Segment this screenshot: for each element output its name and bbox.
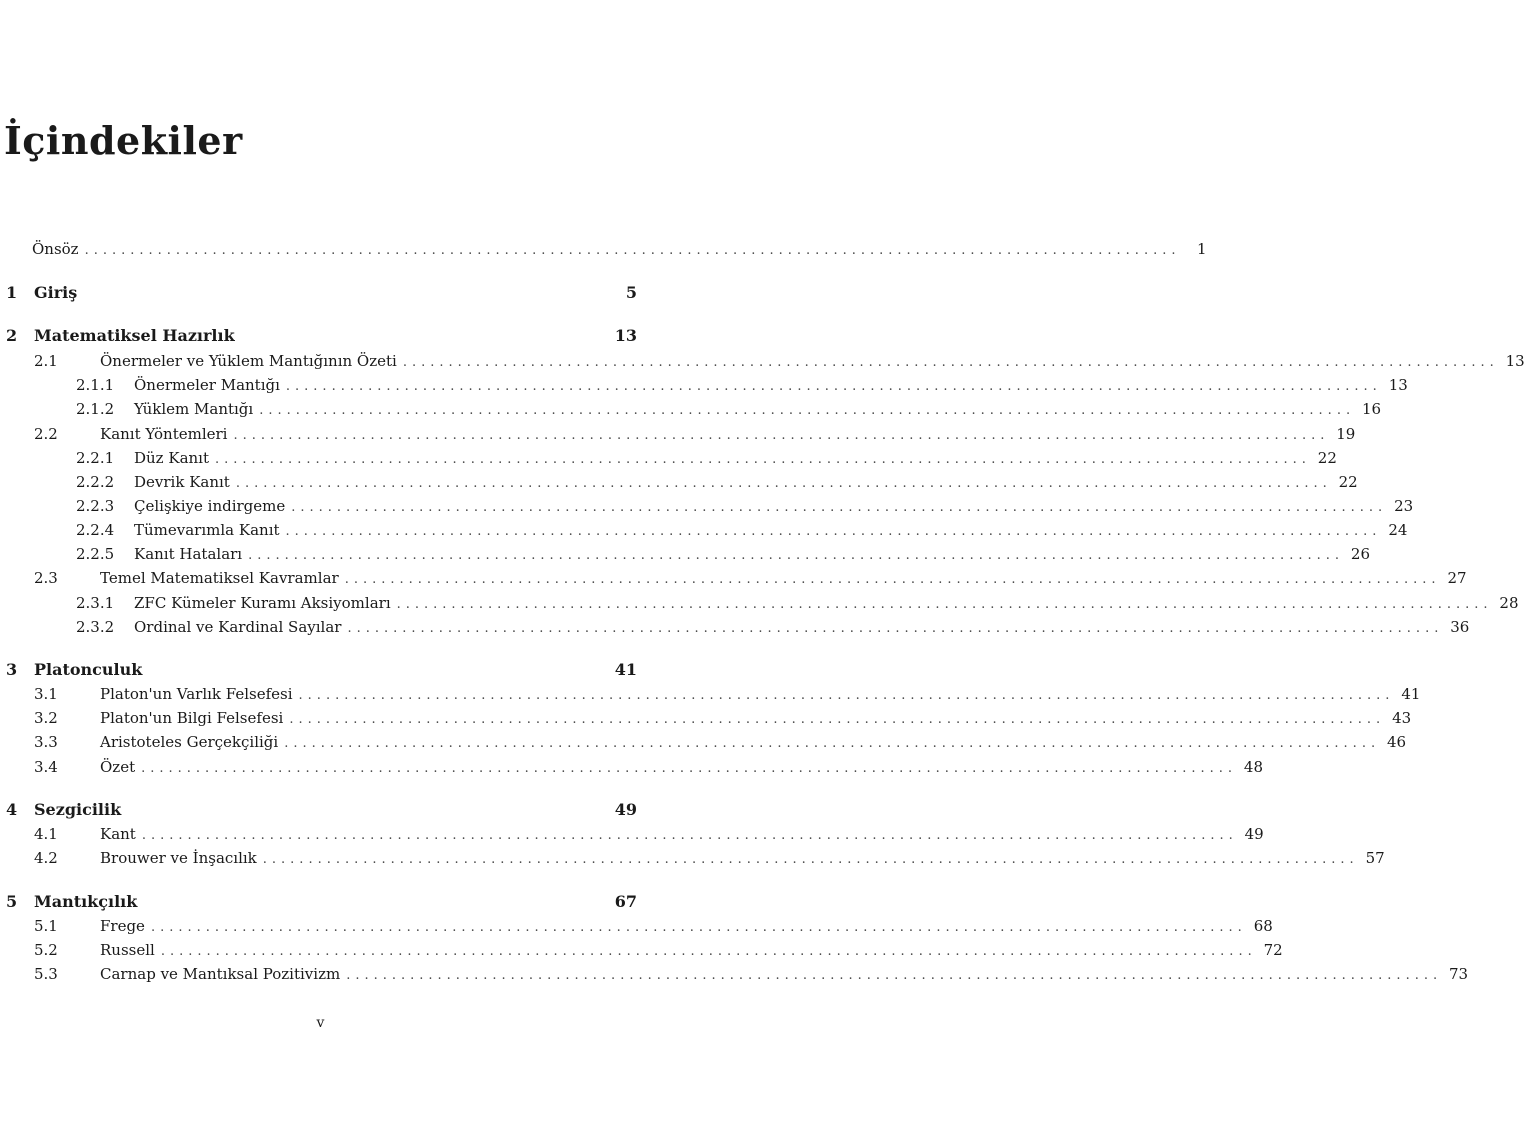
dot-leader: ........................................................................................................................ (285, 379, 1382, 394)
toc-entry-title: Brouwer ve İnşacılık (100, 849, 257, 867)
toc-entry-title: Platon'un Bilgi Felsefesi (100, 709, 284, 727)
toc-entry[interactable] (0, 471, 1358, 493)
toc-entry-title: Kanıt Hataları (134, 545, 243, 563)
toc-entry[interactable] (0, 350, 1525, 372)
toc-entry-title: Frege (100, 917, 145, 935)
toc-entry-title: Sezgicilik (34, 800, 122, 819)
toc-entry-title: Giriş (34, 283, 78, 302)
toc-entry-title: Carnap ve Mantıksal Pozitivizm (100, 965, 341, 983)
toc-entry-title: Tümevarımla Kanıt (134, 521, 280, 539)
toc-entry-number: 2.2.2 (76, 473, 115, 491)
toc-entry-number: 2.1.1 (76, 376, 115, 394)
dot-leader: ........................................................................................................................ (298, 688, 1395, 703)
toc-entry-number: 2.2.1 (76, 449, 115, 467)
toc-entry-title: Kanıt Yöntemleri (100, 425, 228, 443)
toc-entry[interactable] (0, 707, 1412, 729)
toc-entry-page: 1 (1196, 240, 1207, 258)
toc-entry-page: 46 (1387, 733, 1407, 751)
toc-entry-title: Önsöz (32, 240, 79, 258)
dot-leader: ........................................................................................................................ (150, 920, 1247, 935)
dot-leader: ........................................................................................................................ (141, 828, 1238, 843)
toc-entry-number: 1 (6, 283, 18, 302)
toc-entry-number: 2.2 (34, 425, 58, 443)
dot-leader: ........................................................................................................................ (402, 355, 1499, 370)
toc-entry-page: 13 (614, 326, 637, 345)
dot-leader: ........................................................................................................................ (233, 428, 1330, 443)
toc-entry-title: Russell (100, 941, 155, 959)
toc-entry-title: Çelişkiye indirgeme (134, 497, 286, 515)
page-title: İçindekiler (4, 118, 243, 163)
toc-entry-page: 23 (1394, 497, 1414, 515)
dot-leader: ........................................................................................................................ (289, 712, 1386, 727)
toc-entry-number: 2.3.2 (76, 618, 115, 636)
toc-entry-title: Matematiksel Hazırlık (34, 326, 235, 345)
dot-leader: ........................................................................................................................ (284, 736, 1381, 751)
toc-entry-number: 4.2 (34, 849, 58, 867)
toc-entry[interactable] (0, 374, 1408, 396)
toc-entry-page: 13 (1388, 376, 1408, 394)
dot-leader: ........................................................................................................................ (259, 403, 1356, 418)
toc-entry-page: 13 (1505, 352, 1525, 370)
toc-entry-page: 36 (1450, 618, 1470, 636)
toc-entry-title: Özet (100, 758, 136, 776)
toc-entry[interactable] (0, 519, 1408, 541)
toc-entry[interactable] (0, 567, 1467, 589)
toc-entry-number: 3.1 (34, 685, 58, 703)
toc-entry-page: 41 (1401, 685, 1421, 703)
toc-entry-number: 2.1 (34, 352, 58, 370)
toc-entry[interactable] (0, 447, 1337, 469)
toc-entry[interactable] (0, 398, 1382, 420)
toc-entry-title: Platon'un Varlık Felsefesi (100, 685, 293, 703)
toc-entry-page: 22 (1317, 449, 1337, 467)
toc-entry-title: Platonculuk (34, 660, 143, 679)
toc-entry-number: 2.3.1 (76, 594, 115, 612)
toc-entry[interactable] (0, 592, 1519, 614)
toc-entry-title: Yüklem Mantığı (134, 400, 254, 418)
toc-entry[interactable] (0, 963, 1469, 985)
toc-entry-title: Önermeler ve Yüklem Mantığının Özeti (100, 352, 397, 370)
toc-entry-page: 43 (1392, 709, 1412, 727)
toc-entry[interactable] (0, 616, 1470, 638)
dot-leader: ........................................................................................................................ (235, 476, 1332, 491)
toc-entry[interactable] (0, 939, 1283, 961)
toc-entry-title: Devrik Kanıt (134, 473, 230, 491)
toc-entry[interactable] (0, 282, 641, 304)
toc-entry-number: 4.1 (34, 825, 58, 843)
toc-entry-page: 24 (1388, 521, 1408, 539)
toc-entry-number: 2.2.3 (76, 497, 115, 515)
toc-entry-number: 2.2.5 (76, 545, 115, 563)
toc-entry[interactable] (0, 847, 1385, 869)
toc-entry-page: 68 (1253, 917, 1273, 935)
toc-entry[interactable] (0, 891, 641, 913)
toc-entry-title: Aristoteles Gerçekçiliği (100, 733, 279, 751)
toc-entry-number: 2.3 (34, 569, 58, 587)
toc-entry[interactable] (0, 683, 1421, 705)
toc-entry-number: 5.2 (34, 941, 58, 959)
toc-entry-number: 5.1 (34, 917, 58, 935)
toc-entry[interactable] (0, 799, 641, 821)
toc-entry[interactable] (0, 731, 1407, 753)
toc-entry[interactable] (0, 915, 1273, 937)
toc-entry[interactable] (0, 325, 641, 347)
toc-entry-number: 3 (6, 660, 18, 679)
toc-entry-title: Kant (100, 825, 136, 843)
dot-leader: ........................................................................................................................ (215, 452, 1311, 467)
toc-entry[interactable] (0, 823, 1264, 845)
dot-leader: ........................................................................................................................ (346, 968, 1443, 983)
dot-leader: ........................................................................................................................ (285, 524, 1382, 539)
toc-entry-page: 16 (1362, 400, 1382, 418)
toc-entry-page: 26 (1350, 545, 1370, 563)
toc-entry-page: 5 (625, 283, 637, 302)
toc-entry-title: Ordinal ve Kardinal Sayılar (134, 618, 342, 636)
toc-entry-page: 41 (614, 660, 637, 679)
toc-entry-number: 2 (6, 326, 18, 345)
toc-entry-number: 2.1.2 (76, 400, 115, 418)
toc-entry-number: 3.3 (34, 733, 58, 751)
toc-entry-page: 27 (1447, 569, 1467, 587)
toc-entry-page: 28 (1499, 594, 1519, 612)
dot-leader: ........................................................................................................................ (262, 852, 1359, 867)
toc-entry-title: Düz Kanıt (134, 449, 209, 467)
dot-leader: ........................................................................................................................ (396, 597, 1493, 612)
toc-entry[interactable] (0, 495, 1414, 517)
toc-entry[interactable] (0, 423, 1356, 445)
page-number: v (316, 1015, 325, 1031)
toc-entry-title: Mantıkçılık (34, 892, 138, 911)
dot-leader: ........................................................................................................................ (347, 621, 1444, 636)
dot-leader: ........................................................................................................................ (160, 944, 1257, 959)
dot-leader: ........................................................................................................................ (291, 500, 1388, 515)
toc-entry-title: ZFC Kümeler Kuramı Aksiyomları (134, 594, 391, 612)
toc-entry-title: Temel Matematiksel Kavramlar (100, 569, 339, 587)
toc-entry-number: 3.4 (34, 758, 58, 776)
toc-entry-title: Önermeler Mantığı (134, 376, 280, 394)
toc-entry-number: 4 (6, 800, 18, 819)
toc-entry-page: 57 (1365, 849, 1385, 867)
toc-entry-page: 22 (1338, 473, 1358, 491)
toc-entry-number: 5 (6, 892, 18, 911)
dot-leader: ........................................................................................................................ (84, 243, 1181, 258)
toc-entry[interactable] (0, 238, 1207, 260)
toc-entry-page: 67 (614, 892, 637, 911)
toc-entry-page: 49 (1244, 825, 1264, 843)
toc-entry-number: 3.2 (34, 709, 58, 727)
toc-entry-page: 48 (1243, 758, 1263, 776)
toc-entry-page: 72 (1263, 941, 1283, 959)
toc-entry-page: 73 (1449, 965, 1469, 983)
toc-entry-page: 19 (1336, 425, 1356, 443)
toc-entry-page: 49 (614, 800, 637, 819)
toc-entry[interactable] (0, 543, 1370, 565)
dot-leader: ........................................................................................................................ (141, 761, 1237, 776)
toc-entry[interactable] (0, 659, 641, 681)
toc-entry-number: 2.2.4 (76, 521, 115, 539)
toc-entry[interactable] (0, 756, 1263, 778)
dot-leader: ........................................................................................................................ (248, 548, 1344, 563)
dot-leader: ........................................................................................................................ (344, 572, 1441, 587)
toc-entry-number: 5.3 (34, 965, 58, 983)
